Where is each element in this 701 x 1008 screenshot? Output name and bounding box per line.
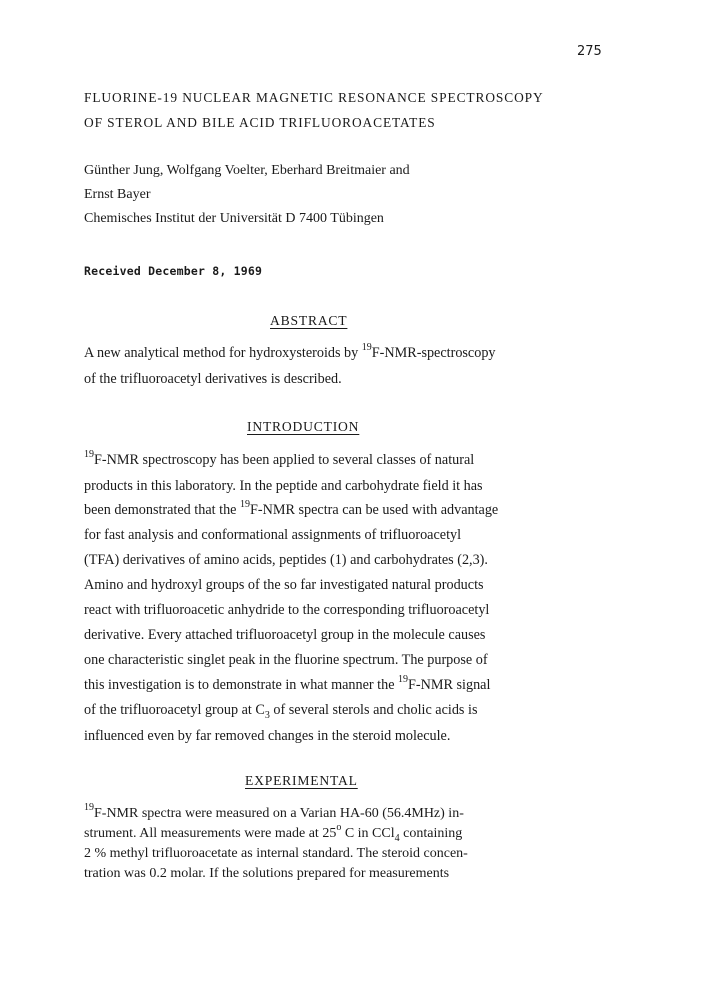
experimental-heading: EXPERIMENTAL xyxy=(245,773,358,788)
introduction-line: of the trifluoroacetyl group at $C_3$ of several sterols and cholic acids is xyxy=(84,702,478,721)
introduction-line: influenced even by far removed changes in the steroid molecule. xyxy=(84,728,451,744)
experimental-line: strument. All measurements were made at 25$^o$ C in CCl$_4$ containing xyxy=(84,822,463,844)
experimental-line: tration was 0.2 molar. If the solutions prepared for measurements xyxy=(84,866,450,881)
paper-title-line-1: FLUORINE-19 NUCLEAR MAGNETIC RESONANCE SPECTROSCOPY xyxy=(84,90,544,105)
authors-line-2: Ernst Bayer xyxy=(84,187,151,202)
introduction-heading: INTRODUCTION xyxy=(247,419,360,434)
introduction-line: react with trifluoroacetic anhydride to the corresponding trifluoroacetyl xyxy=(84,602,490,618)
experimental-line: $^{19}$F-NMR spectra were measured on a Varian HA-60 (56.4MHz) in- xyxy=(84,802,464,821)
introduction-line: for fast analysis and conformational assignments of trifluoroacetyl xyxy=(84,527,462,543)
introduction-line: $^{19}$F-NMR spectroscopy has been applied to several classes of natural xyxy=(84,449,475,468)
page-number: 275 xyxy=(577,44,602,59)
introduction-line: Amino and hydroxyl groups of the so far investigated natural products xyxy=(84,577,484,593)
experimental-line: 2 % methyl trifluoroacetate as internal standard. The steroid concen- xyxy=(84,846,468,861)
introduction-line: this investigation is to demonstrate in what manner the $^{19}$F-NMR signal xyxy=(84,674,491,693)
introduction-line: derivative. Every attached trifluoroacetyl group in the molecule causes xyxy=(84,627,486,643)
abstract-line: A new analytical method for hydroxysteroids by $^{19}$F-NMR-spectroscopy xyxy=(84,342,496,361)
affiliation: Chemisches Institut der Universität D 7400 Tübingen xyxy=(84,211,384,226)
paper-title-line-2: OF STEROL AND BILE ACID TRIFLUOROACETATES xyxy=(84,115,436,130)
authors-line-1: Günther Jung, Wolfgang Voelter, Eberhard Breitmaier and xyxy=(84,163,410,178)
abstract-heading: ABSTRACT xyxy=(270,313,348,328)
introduction-line: one characteristic singlet peak in the fluorine spectrum. The purpose of xyxy=(84,652,488,668)
introduction-line: (TFA) derivatives of amino acids, peptides (1) and carbohydrates (2,3). xyxy=(84,552,488,568)
introduction-line: been demonstrated that the $^{19}$F-NMR spectra can be used with advantage xyxy=(84,499,499,518)
received-date: Received December 8, 1969 xyxy=(84,264,263,278)
abstract-line: of the trifluoroacetyl derivatives is described. xyxy=(84,371,342,387)
introduction-line: products in this laboratory. In the peptide and carbohydrate field it has xyxy=(84,478,483,494)
